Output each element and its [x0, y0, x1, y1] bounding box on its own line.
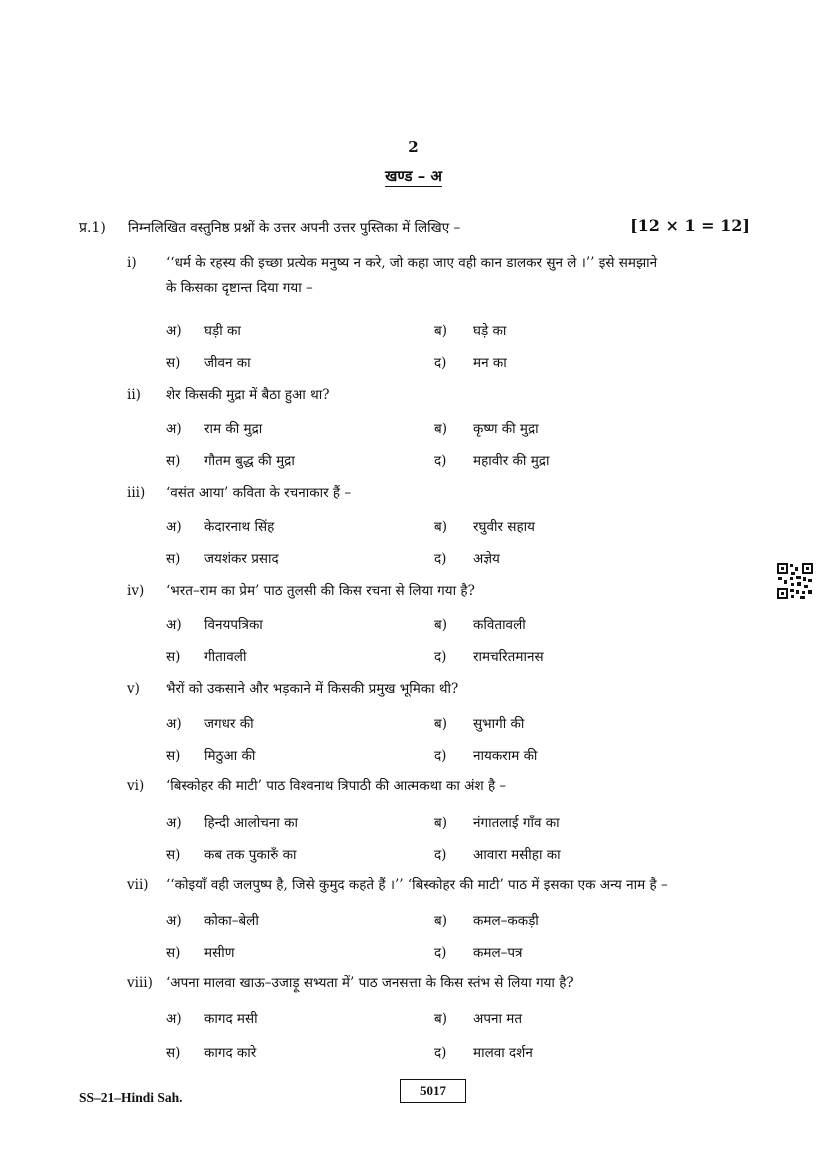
- option-text: कागद मसी: [204, 1011, 258, 1027]
- question-text: ‘भरत–राम का प्रेम’ पाठ तुलसी की किस रचना से लिया गया है?: [166, 583, 475, 599]
- option-label: अ): [166, 913, 182, 929]
- option-text: कब तक पुकारुँ का: [204, 847, 297, 863]
- option-text: घड़ी का: [204, 323, 241, 339]
- option-text: आवारा मसीहा का: [473, 847, 561, 863]
- option-label: ब): [434, 1011, 447, 1027]
- question-sub-number: iv): [127, 583, 145, 599]
- question-sub-number: i): [127, 255, 137, 271]
- option-text: नंगातलाई गाँव का: [473, 815, 560, 831]
- option-text: कवितावली: [473, 617, 526, 633]
- option-label: स): [166, 551, 181, 567]
- question-number: प्र.1): [79, 220, 106, 236]
- section-title-text: खण्ड – अ: [385, 167, 442, 185]
- option-label: स): [166, 649, 181, 665]
- question-sub-number: vi): [127, 778, 145, 794]
- option-text: कागद कारे: [204, 1045, 257, 1061]
- option-text: जयशंकर प्रसाद: [204, 551, 279, 567]
- option-text: कृष्ण की मुद्रा: [473, 421, 539, 437]
- option-text: राम की मुद्रा: [204, 421, 263, 437]
- option-text: केदारनाथ सिंह: [204, 519, 275, 535]
- question-text-continued: के किसका दृष्टान्त दिया गया –: [166, 280, 313, 296]
- option-label: अ): [166, 815, 182, 831]
- option-text: रघुवीर सहाय: [473, 519, 535, 535]
- footer-box-number: 5017: [400, 1079, 466, 1103]
- option-label: अ): [166, 323, 182, 339]
- page-number: 2: [408, 138, 419, 156]
- option-text: विनयपत्रिका: [204, 617, 263, 633]
- option-text: नायकराम की: [473, 748, 538, 764]
- option-label: ब): [434, 421, 447, 437]
- option-label: द): [434, 649, 447, 665]
- option-label: अ): [166, 1011, 182, 1027]
- question-sub-number: vii): [127, 877, 149, 893]
- question-sub-number: iii): [127, 485, 146, 501]
- question-text: ‘अपना मालवा खाऊ–उजाड़ू सभ्यता में’ पाठ जनसत्ता के किस स्तंभ से लिया गया है?: [166, 975, 574, 991]
- option-label: अ): [166, 421, 182, 437]
- option-label: ब): [434, 617, 447, 633]
- option-label: अ): [166, 519, 182, 535]
- option-label: द): [434, 945, 447, 961]
- option-text: महावीर की मुद्रा: [473, 453, 550, 469]
- marks-label: [12 × 1 = 12]: [630, 216, 750, 235]
- option-label: ब): [434, 519, 447, 535]
- question-sub-number: viii): [127, 975, 153, 991]
- option-label: स): [166, 1045, 181, 1061]
- question-text: ‘बिस्कोहर की माटी’ पाठ विश्वनाथ त्रिपाठी की आत्मकथा का अंश है –: [166, 778, 507, 794]
- question-text: ‘‘धर्म के रहस्य की इच्छा प्रत्येक मनुष्य न करे, जो कहा जाए वही कान डालकर सुन ले ।’’ इसे समझाने: [166, 255, 658, 271]
- option-label: ब): [434, 815, 447, 831]
- option-label: द): [434, 355, 447, 371]
- question-instruction: निम्नलिखित वस्तुनिष्ठ प्रश्नों के उत्तर अपनी उत्तर पुस्तिका में लिखिए –: [128, 220, 461, 236]
- option-label: स): [166, 748, 181, 764]
- option-label: अ): [166, 716, 182, 732]
- option-label: स): [166, 945, 181, 961]
- option-label: स): [166, 453, 181, 469]
- question-text: भैरों को उकसाने और भड़काने में किसकी प्रमुख भूमिका थी?: [166, 681, 459, 697]
- option-label: ब): [434, 716, 447, 732]
- option-label: द): [434, 1045, 447, 1061]
- option-text: कमल–ककड़ी: [473, 913, 539, 929]
- option-label: द): [434, 748, 447, 764]
- option-text: कोका–बेली: [204, 913, 259, 929]
- section-title: [0, 166, 827, 186]
- option-text: मन का: [473, 355, 507, 371]
- option-label: द): [434, 551, 447, 567]
- option-text: मिठुआ की: [204, 748, 256, 764]
- option-label: द): [434, 453, 447, 469]
- option-text: कमल–पत्र: [473, 945, 523, 961]
- option-text: अपना मत: [473, 1011, 523, 1027]
- question-text: ‘‘कोइयाँ वही जलपुष्प है, जिसे कुमुद कहते हैं ।’’ ‘बिस्कोहर की माटी’ पाठ में इसका एक अन्य नाम है –: [166, 877, 668, 893]
- option-text: रामचरितमानस: [473, 649, 544, 665]
- qr-code-icon: [776, 562, 814, 600]
- option-label: ब): [434, 913, 447, 929]
- option-text: घड़े का: [473, 323, 507, 339]
- option-label: अ): [166, 617, 182, 633]
- option-label: स): [166, 355, 181, 371]
- option-text: गीतावली: [204, 649, 247, 665]
- question-sub-number: ii): [127, 387, 141, 403]
- option-label: ब): [434, 323, 447, 339]
- option-text: हिन्दी आलोचना का: [204, 815, 298, 831]
- footer-code: SS–21–Hindi Sah.: [79, 1090, 183, 1105]
- option-text: अज्ञेय: [473, 551, 500, 567]
- question-text: शेर किसकी मुद्रा में बैठा हुआ था?: [166, 387, 330, 403]
- option-text: मसीण: [204, 945, 235, 961]
- question-text: ‘वसंत आया’ कविता के रचनाकार हैं –: [166, 485, 352, 501]
- question-sub-number: v): [127, 681, 140, 697]
- option-label: स): [166, 847, 181, 863]
- option-text: सुभागी की: [473, 716, 525, 732]
- option-text: मालवा दर्शन: [473, 1045, 533, 1061]
- option-text: जीवन का: [204, 355, 251, 371]
- option-text: जगधर की: [204, 716, 254, 732]
- option-label: द): [434, 847, 447, 863]
- option-text: गौतम बुद्ध की मुद्रा: [204, 453, 295, 469]
